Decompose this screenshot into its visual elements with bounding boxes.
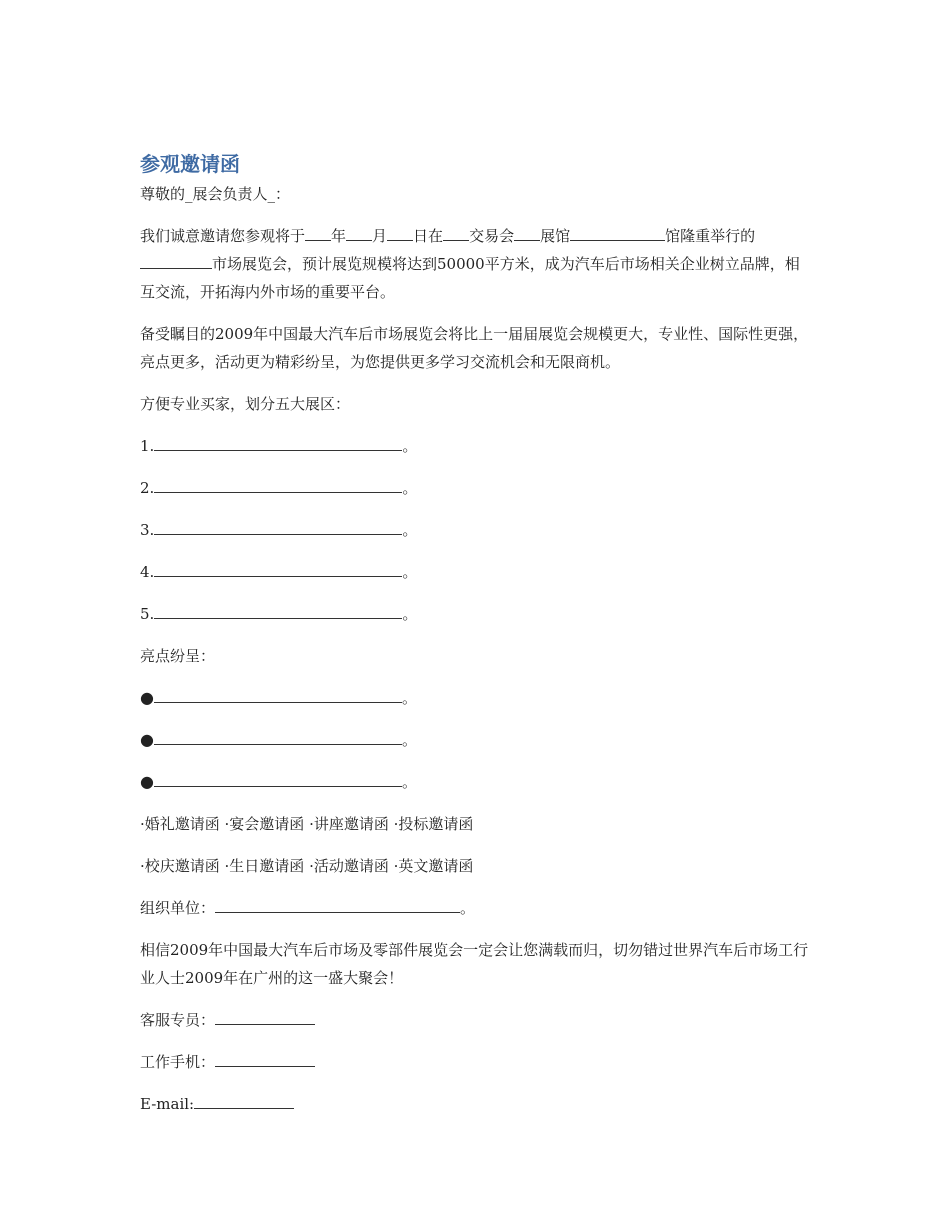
highlight-period: 。 [401,773,417,791]
related-links-row-1[interactable]: ·婚礼邀请函 ·宴会邀请函 ·讲座邀请函 ·投标邀请函 [140,815,474,833]
bullet-icon: ● [140,688,154,707]
greeting: 尊敬的_展会负责人_： [140,185,291,203]
zones-intro: 方便专业买家，划分五大展区： [140,395,351,413]
page-title: 参观邀请函 [140,152,240,176]
highlight-item [140,768,810,796]
zone-item [140,558,810,586]
highlight-period: 。 [401,731,417,749]
organizer-label: 组织单位： [140,899,216,917]
month-blank [346,222,372,241]
de-text: 的 [740,227,756,245]
highlight-item [140,726,810,754]
document-page [140,148,810,1132]
zone-item [140,474,810,502]
zone-blank [154,474,402,493]
intro-paragraph [140,222,810,306]
zone-blank [154,600,402,619]
fair-blank [443,222,469,241]
email-blank [194,1090,294,1109]
email-line [140,1090,810,1118]
zone-blank [154,516,402,535]
month-text: 月 [372,227,388,245]
highlights-title: 亮点纷呈： [140,647,216,665]
closing-paragraph: 相信2009年中国最大汽车后市场及零部件展览会一定会让您满载而归，切勿错过世界汽车后市场工行业人士2009年在广州的这一盛大聚会！ [140,941,809,987]
highlight-item [140,684,810,712]
service-line [140,1006,810,1034]
zone-number: 2. [140,479,155,497]
market-blank [140,250,212,269]
phone-blank [215,1048,315,1067]
service-label: 客服专员： [140,1011,216,1029]
highlight-blank [154,768,402,787]
zone-blank [154,558,402,577]
zone-number: 3. [140,521,155,539]
related-links-row-2[interactable]: ·校庆邀请函 ·生日邀请函 ·活动邀请函 ·英文邀请函 [140,857,474,875]
intro-text: 我们诚意邀请您参观将于 [140,227,306,245]
zone-blank [154,432,402,451]
organizer-period: 。 [460,899,476,917]
service-blank [215,1006,315,1025]
phone-line [140,1048,810,1076]
zone-period: 。 [402,521,418,539]
year-blank [305,222,331,241]
exhibition-paragraph: 备受瞩目的2009年中国最大汽车后市场展览会将比上一届届展览会规模更大，专业性、国际性更强，亮点更多，活动更为精彩纷呈，为您提供更多学习交流机会和无限商机。 [140,325,809,371]
venue-text: 馆隆重举行 [665,227,741,245]
day-text: 日在 [413,227,444,245]
zone-period: 。 [402,479,418,497]
phone-label: 工作手机： [140,1053,216,1071]
zone-number: 4. [140,563,155,581]
organizer-line [140,894,810,922]
bullet-icon: ● [140,772,154,791]
venue-blank [570,222,665,241]
organizer-blank [215,894,460,913]
year-text: 年 [331,227,347,245]
zone-item [140,600,810,628]
fair-text: 交易会 [469,227,515,245]
zone-number: 1. [140,437,155,455]
hall-blank [514,222,540,241]
hall-text: 展馆 [540,227,571,245]
day-blank [387,222,413,241]
zone-item [140,432,810,460]
highlight-blank [154,726,402,745]
email-label: E-mail: [140,1095,195,1113]
zone-period: 。 [402,437,418,455]
highlight-blank [154,684,402,703]
zone-item [140,516,810,544]
zone-period: 。 [402,563,418,581]
highlight-period: 。 [401,689,417,707]
zone-period: 。 [402,605,418,623]
zone-number: 5. [140,605,155,623]
intro-rest: 市场展览会，预计展览规模将达到50000平方米，成为汽车后市场相关企业树立品牌，相互交流，开拓海内外市场的重要平台。 [140,255,800,301]
bullet-icon: ● [140,730,154,749]
